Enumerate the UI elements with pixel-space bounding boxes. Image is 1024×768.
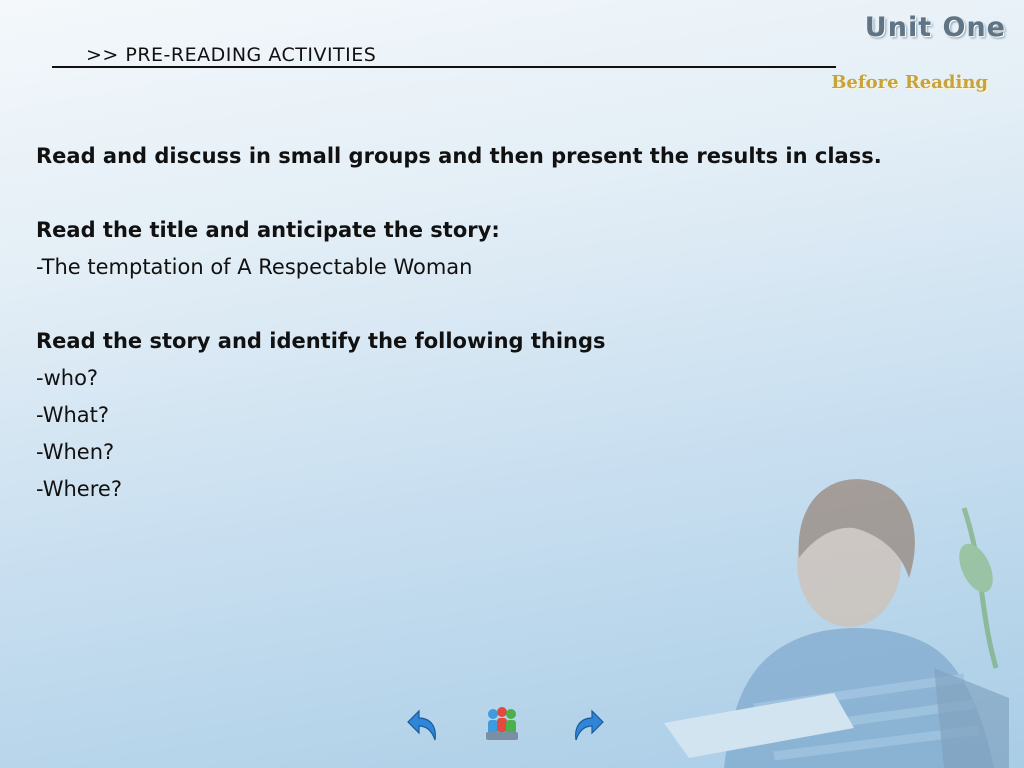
spacer xyxy=(36,286,966,323)
list-item-when: -When? xyxy=(36,440,115,464)
task2-heading: Read the story and identify the following things xyxy=(36,329,606,353)
navigation-bar xyxy=(0,704,1024,748)
people-icon[interactable] xyxy=(482,704,522,744)
task1-item: -The temptation of A Respectable Woman xyxy=(36,255,473,279)
list-item-what: -What? xyxy=(36,403,110,427)
list-item-who: -who? xyxy=(36,366,99,390)
task1-heading: Read the title and anticipate the story: xyxy=(36,218,500,242)
unit-subtitle: Before Reading xyxy=(831,72,988,93)
back-arrow-icon[interactable] xyxy=(405,704,445,744)
slide-content xyxy=(36,138,966,508)
intro-text: Read and discuss in small groups and then present the results in class. xyxy=(36,144,882,168)
section-title: >> PRE-READING ACTIVITIES xyxy=(86,44,377,66)
forward-arrow-icon[interactable] xyxy=(566,704,606,744)
spacer xyxy=(36,175,966,212)
header-underline xyxy=(52,66,836,68)
unit-title-logo: Unit One xyxy=(864,12,1006,43)
list-item-where: -Where? xyxy=(36,477,122,501)
